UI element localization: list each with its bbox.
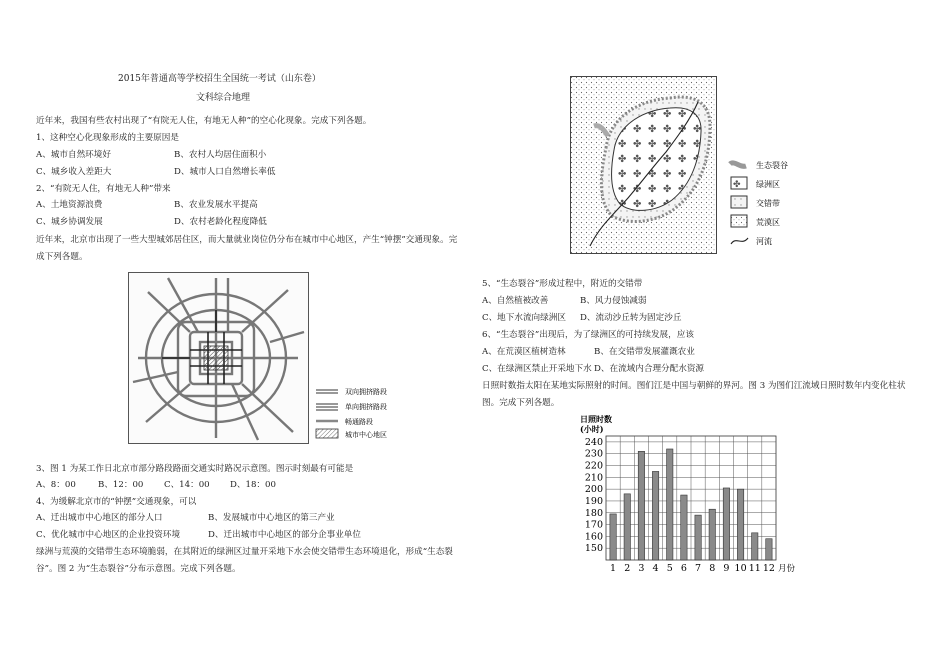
- legend-city-center: 城市中心地区: [345, 431, 387, 439]
- exam-title: 2015年普通高等学校招生全国统一考试（山东卷）: [118, 74, 321, 84]
- q5-option-d: D、流动沙丘转为固定沙丘: [580, 313, 682, 323]
- intro-hollowing: 近年来，我国有些农村出现了“有院无人住，有地无人种”的空心化现象。完成下列各题。: [36, 116, 372, 126]
- q1-option-d: D、城市人口自然增长率低: [174, 167, 276, 177]
- q3-option-d: D、18：00: [230, 480, 276, 490]
- y-tick-label: 150: [584, 543, 603, 555]
- q1-option-b: B、农村人均居住面积小: [174, 150, 267, 160]
- question-4: 4、为缓解北京市的“钟摆”交通现象，可以: [36, 497, 197, 507]
- exam-subtitle: 文科综合地理: [196, 93, 251, 103]
- map1-legend: [316, 387, 387, 439]
- bar-month-7: [695, 515, 701, 560]
- x-tick-label: 11: [748, 563, 761, 574]
- bar-month-8: [709, 509, 715, 560]
- q2-option-d: D、农村老龄化程度降低: [174, 217, 267, 227]
- y-tick-label: 210: [584, 472, 603, 484]
- x-tick-label: 10: [734, 563, 747, 574]
- legend-eco-rift: 生态裂谷: [756, 161, 788, 170]
- q5-option-c: C、地下水流向绿洲区: [482, 313, 566, 323]
- intro-pendulum-line2: 成下列各题。: [36, 252, 88, 262]
- intro-eco-rift-line2: 谷”。图 2 为“生态裂谷”分布示意图。完成下列各题。: [36, 564, 241, 574]
- chart-ylabel-line2: (小时): [580, 424, 604, 434]
- svg-text:✤: ✤: [733, 180, 741, 190]
- question-1: 1、这种空心化现象形成的主要原因是: [36, 133, 179, 143]
- question-2: 2、“有院无人住，有地无人种”带来: [36, 184, 171, 194]
- intro-pendulum-line1: 近年来，北京市出现了一些大型城郊居住区，而大量就业岗位仍分布在城市中心地区，产生“钟摆”交通现象。完: [36, 235, 458, 245]
- q3-option-b: B、12：00: [98, 480, 144, 490]
- y-tick-label: 190: [584, 495, 603, 507]
- bar-month-6: [681, 495, 687, 560]
- y-tick-label: 240: [584, 436, 603, 448]
- bar-month-10: [737, 489, 743, 560]
- legend-two-way-congestion: 双向拥挤路段: [345, 388, 387, 396]
- q2-option-a: A、土地资源浪费: [36, 200, 103, 210]
- eco-rift-map: [570, 76, 830, 254]
- legend-oasis: 绿洲区: [756, 180, 780, 189]
- q5-option-a: A、自然植被改善: [482, 296, 549, 306]
- y-tick-label: 160: [584, 531, 603, 543]
- q4-option-a: A、迁出城市中心地区的部分人口: [36, 513, 163, 523]
- x-tick-label: 5: [666, 563, 673, 574]
- legend-ecotone: 交错带: [756, 199, 780, 208]
- q6-option-c: C、在绿洲区禁止开采地下水: [482, 364, 592, 374]
- q5-option-b: B、风力侵蚀减弱: [580, 296, 647, 306]
- q6-option-b: B、在交错带发展灌溉农业: [594, 347, 695, 357]
- q3-option-a: A、8：00: [36, 480, 76, 490]
- bar-month-12: [766, 539, 772, 560]
- chart-y-ticks: [585, 437, 603, 554]
- y-tick-label: 180: [584, 507, 603, 519]
- x-tick-label: 6: [680, 563, 687, 574]
- question-3: 3、图 1 为某工作日北京市部分路段路面交通实时路况示意图。图示时刻最有可能是: [36, 464, 354, 474]
- q6-option-d: D、在流域内合理分配水资源: [594, 364, 705, 374]
- q4-option-b: B、发展城市中心地区的第三产业: [208, 513, 335, 523]
- bar-month-3: [638, 451, 644, 560]
- bar-month-1: [610, 514, 616, 560]
- chart-ylabel-line1: 日照时数: [580, 414, 612, 424]
- q4-option-c: C、优化城市中心地区的企业投资环境: [36, 530, 181, 540]
- bar-month-2: [624, 494, 630, 560]
- x-tick-label: 8: [709, 563, 716, 574]
- legend-smooth-road: 畅通路段: [345, 418, 373, 426]
- y-tick-label: 220: [584, 460, 603, 472]
- legend-desert: 荒漠区: [756, 218, 780, 227]
- x-tick-label: 1: [610, 563, 617, 574]
- x-tick-label: 4: [652, 563, 659, 574]
- bar-month-11: [752, 533, 758, 560]
- chart-x-unit: 月份: [778, 564, 796, 574]
- x-tick-label: 12: [762, 563, 775, 574]
- q1-option-c: C、城乡收入差距大: [36, 167, 112, 177]
- sunshine-bar-chart: [576, 412, 816, 574]
- q4-option-d: D、迁出城市中心地区的部分企事业单位: [208, 530, 361, 540]
- legend-one-way-congestion: 单向拥挤路段: [345, 403, 387, 411]
- chart-grid: [606, 436, 776, 560]
- intro-sunshine-line1: 日照时数指太阳在某地实际照射的时间。图们江是中国与朝鲜的界河。图 3 为图们江流域日照时数年内变化柱状: [482, 381, 906, 391]
- q2-option-b: B、农业发展水平提高: [174, 200, 258, 210]
- beijing-traffic-map: [128, 272, 478, 444]
- question-6: 6、“生态裂谷”出现后，为了绿洲区的可持续发展，应该: [482, 330, 694, 340]
- bar-month-4: [652, 471, 658, 560]
- x-tick-label: 9: [723, 563, 730, 574]
- chart-x-ticks: [610, 563, 775, 574]
- q6-option-a: A、在荒漠区植树造林: [482, 347, 566, 357]
- x-tick-label: 2: [624, 563, 631, 574]
- legend-river: 河流: [756, 237, 772, 246]
- intro-sunshine-line2: 图。完成下列各题。: [482, 398, 560, 408]
- q1-option-a: A、城市自然环境好: [36, 150, 111, 160]
- city-center-area: [204, 346, 228, 370]
- q3-option-c: C、14：00: [164, 480, 210, 490]
- y-tick-label: 200: [584, 484, 603, 496]
- question-5: 5、“生态裂谷”形成过程中，附近的交错带: [482, 279, 643, 289]
- map2-legend: [730, 160, 788, 246]
- x-tick-label: 3: [638, 563, 645, 574]
- q2-option-c: C、城乡协调发展: [36, 217, 103, 227]
- intro-eco-rift-line1: 绿洲与荒漠的交错带生态环境脆弱，在其附近的绿洲区过量开采地下水会使交错带生态环境退化，形成“生态裂: [36, 547, 453, 557]
- bar-month-5: [667, 449, 673, 560]
- y-tick-label: 170: [584, 519, 603, 531]
- bar-month-9: [723, 488, 729, 560]
- x-tick-label: 7: [695, 563, 702, 574]
- y-tick-label: 230: [584, 448, 603, 460]
